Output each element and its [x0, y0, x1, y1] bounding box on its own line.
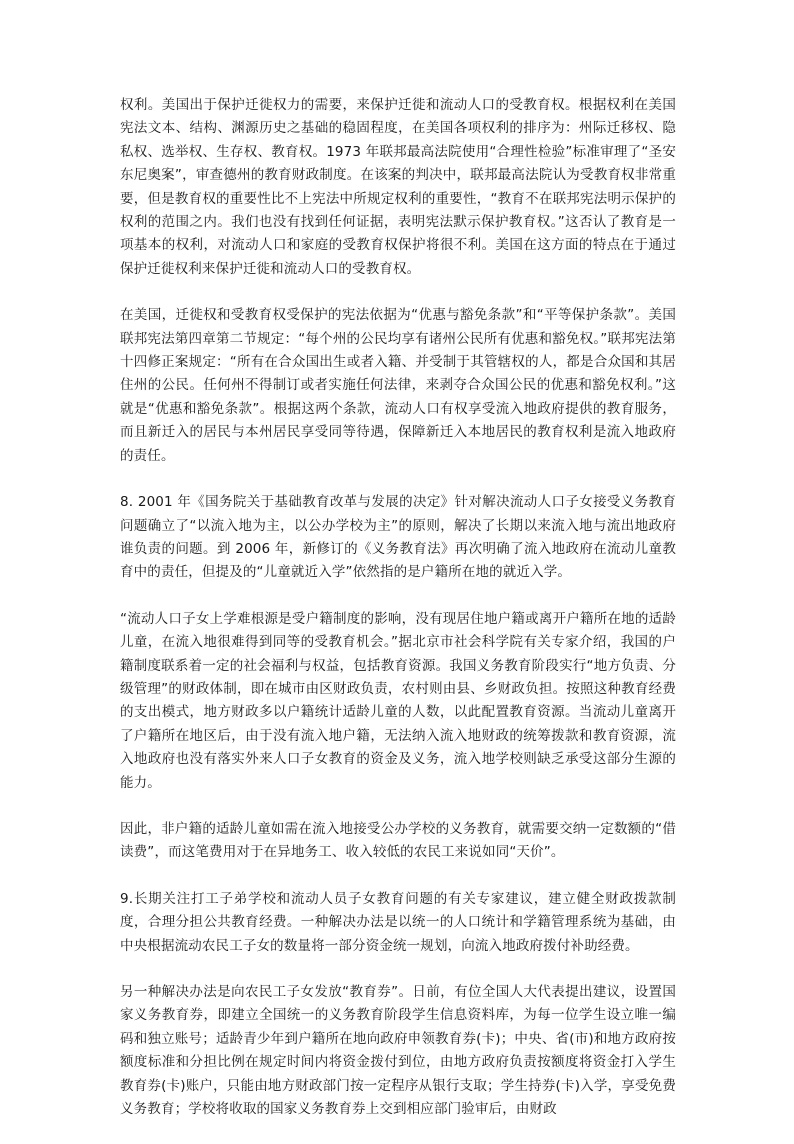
paragraph-household-registration-impact: “流动人口子女上学难根源是受户籍制度的影响，没有现居住地户籍或离开户籍所在地的适龄儿童，在流入地很难得到同等的受教育机会。”据北京市社会科学院有关专家介绍，我国的户籍制度联系着一定的社会福利与权益，包括教育资源。我国义务教育阶段实行“地方负责、分级管理”的财政体制，即在城市由区财政负责，农村则由县、乡财政负担。按照这种教育经费的支出模式，地方财政多以户籍统计适龄儿童的人数，以此配置教育资源。当流动儿童离开了户籍所在地区后，由于没有流入地户籍，无法纳入流入地财政的统筹拨款和教育资源，流入地政府也没有落实外来人口子女教育的资金及义务，流入地学校则缺乏承受这部分生源的能力。	[120, 610, 676, 791]
paragraph-expert-funding-advice: 9.长期关注打工子弟学校和流动人员子女教育问题的有关专家建议，建立健全财政拨款制度，合理分担公共教育经费。一种解决办法是以统一的人口统计和学籍管理系统为基础，由中央根据流动农民工子女的数量将一部分资金统一规划，向流入地政府拨付补助经费。	[120, 890, 676, 954]
paragraph-us-migration-rights: 权利。美国出于保护迁徙权力的需要，来保护迁徙和流动人口的受教育权。根据权利在美国宪法文本、结构、渊源历史之基础的稳固程度，在美国各项权利的排序为：州际迁移权、隐私权、选举权、生存权、教育权。1973 年联邦最高法院使用“合理性检验”标准审理了“圣安东尼奥案”，审查德州的教育财政制度。在该案的判决中，联邦最高法院认为受教育权非常重要，但是教育权的重要性比不上宪法中所规定权利的重要性，“教育不在联邦宪法明示保护的权利的范围之内。我们也没有找到任何证据，表明宪法默示保护教育权。”这否认了教育是一项基本的权利，对流动人口和家庭的受教育权保护将很不利。美国在这方面的特点在于通过保护迁徙权利来保护迁徙和流动人口的受教育权。	[120, 97, 676, 277]
paragraph-education-voucher: 另一种解决办法是向农民工子女发放“教育券”。日前，有位全国人大代表提出建议，设置国家义务教育券，即建立全国统一的义务教育阶段学生信息资料库，为每一位学生设立唯一编码和独立账号；适龄青少年到户籍所在地向政府申领教育券(卡)；中央、省(市)和地方政府按额度标准和分担比例在规定时间内将资金拨付到位，由地方政府负责按额度将资金打入学生教育券(卡)账户，只能由地方财政部门按一定程序从银行支取；学生持券(卡)入学，享受免费义务教育；学校将收取的国家义务教育券上交到相应部门验审后，由财政	[120, 984, 676, 1118]
paragraph-2001-state-council-decision: 8. 2001 年《国务院关于基础教育改革与发展的决定》针对解决流动人口子女接受义务教育问题确立了“以流入地为主，以公办学校为主”的原则，解决了长期以来流入地与流出地政府谁负责的问题。到 2006 年，新修订的《义务教育法》再次明确了流入地政府在流动儿童教育中的责任，但提及的“儿童就近入学”依然指的是户籍所在地的就近入学。	[120, 494, 676, 581]
paragraph-us-constitutional-basis: 在美国，迁徙权和受教育权受保护的宪法依据为“优惠与豁免条款”和“平等保护条款”。美国联邦宪法第四章第二节规定：“每个州的公民均享有诸州公民所有优惠和豁免权。”联邦宪法第十四修正案规定：“所有在合众国出生或者入籍、并受制于其管辖权的人，都是合众国和其居住州的公民。任何州不得制订或者实施任何法律，来剥夺合众国公民的优惠和豁免权利。”这就是“优惠和豁免条款”。根据这两个条款，流动人口有权享受流入地政府提供的教育服务，而且新迁入的居民与本州居民享受同等待遇，保障新迁入本地居民的教育权利是流入地政府的责任。	[120, 307, 676, 464]
document-body	[120, 94, 676, 1144]
paragraph-borrowing-fee: 因此，非户籍的适龄儿童如需在流入地接受公办学校的义务教育，就需要交纳一定数额的“借读费”，而这笔费用对于在异地务工、收入较低的农民工来说如同“天价”。	[120, 820, 676, 861]
